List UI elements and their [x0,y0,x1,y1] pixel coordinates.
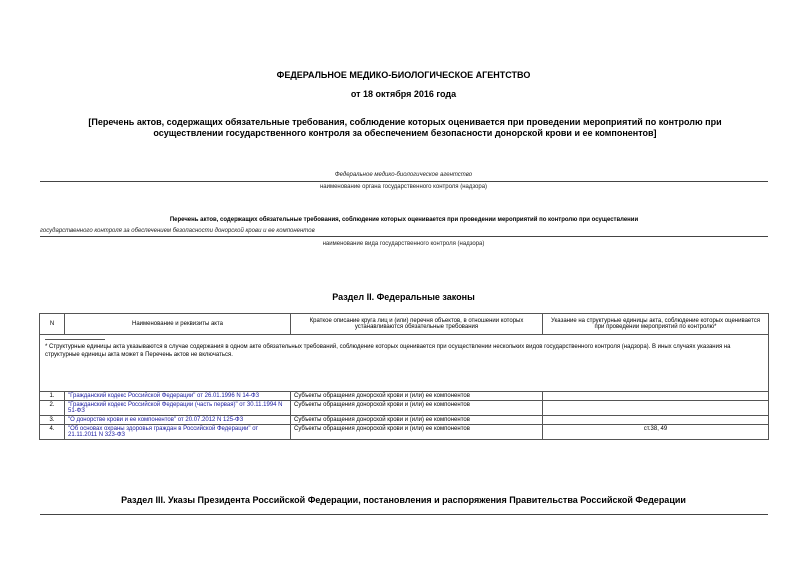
act-link[interactable]: "Гражданский кодекс Российской Федерации (часть первая)" от 30.11.1994 N 51-ФЗ [68,402,283,414]
document-title: [Перечень актов, содержащих обязательные требования, соблюдение которых оценивается при проведении мероприятий по контролю при осуществлении государственного контроля за обеспечением безопасности донорской крови и ее компонентов] [88,117,722,138]
table-header-row [40,314,769,335]
act-link[interactable]: "Гражданский кодекс Российской Федерации" от 26.01.1996 N 14-ФЗ [68,393,260,399]
row-act[interactable] [65,401,291,416]
row-subjects: Субъекты обращения донорской крови и (или) ее компонентов [291,416,543,425]
row-subjects: Субъекты обращения донорской крови и (или) ее компонентов [291,401,543,416]
row-number: 2. [40,401,65,416]
control-underline [40,236,768,237]
control-caption: наименование вида государственного контроля (надзора) [322,241,485,247]
organ-underline [40,181,768,182]
row-act[interactable] [65,392,291,401]
agency-heading: ФЕДЕРАЛЬНОЕ МЕДИКО-БИОЛОГИЧЕСКОЕ АГЕНТСТВО [276,70,531,80]
table-row [40,392,769,401]
row-act[interactable] [65,425,291,440]
column-header-subjects: Краткое описание круга лиц и (или) перечня объектов, в отношении которых устанавливаются обязательные требования [291,314,543,335]
list-heading: Перечень актов, содержащих обязательные требования, соблюдение которых оценивается при проведении мероприятий по контролю при осуществлении [169,217,639,223]
table-note-row [40,335,769,392]
row-subjects: Субъекты обращения донорской крови и (или) ее компонентов [291,392,543,401]
organ-value: Федеральное медико-биологическое агентство [334,172,473,178]
footnote-text: * Структурные единицы акта указываются в случае содержания в одном акте обязательных требований, соблюдение которых оценивается при осуществлении нескольких видов государственного контроля (надзора). В иных случаях указания на структурные единицы акта может в Перечень актов не включаться. [45,344,731,358]
row-number: 1. [40,392,65,401]
row-units [543,392,769,401]
row-units [543,401,769,416]
table-row [40,401,769,416]
act-link[interactable]: "О донорстве крови и ее компонентов" от 20.07.2012 N 125-ФЗ [68,417,244,423]
footnote-rule [45,339,105,340]
row-number: 3. [40,416,65,425]
row-number: 4. [40,425,65,440]
section-2-title: Раздел II. Федеральные законы [332,292,475,302]
organ-caption: наименование органа государственного контроля (надзора) [319,184,488,190]
control-value: государственного контроля за обеспечением безопасности донорской крови и ее компонентов [40,228,315,234]
column-header-units: Указание на структурные единицы акта, соблюдение которых оценивается при проведении мероприятий по контролю* [543,314,769,335]
column-header-number: N [40,314,65,335]
table-row [40,425,769,440]
table-note [40,335,769,392]
row-act[interactable] [65,416,291,425]
column-header-act: Наименование и реквизиты акта [65,314,291,335]
row-subjects: Субъекты обращения донорской крови и (или) ее компонентов [291,425,543,440]
document-date: от 18 октября 2016 года [350,89,457,99]
federal-laws-table [39,313,769,440]
row-units: ст.38, 49 [543,425,769,440]
section-3-title: Раздел III. Указы Президента Российской Федерации, постановления и распоряжения Правительства Российской Федерации [121,495,686,505]
act-link[interactable]: "Об основах охраны здоровья граждан в Российской Федерации" от 21.11.2011 N 323-ФЗ [68,426,259,438]
section-3-rule [40,514,768,515]
row-units [543,416,769,425]
table-row [40,416,769,425]
